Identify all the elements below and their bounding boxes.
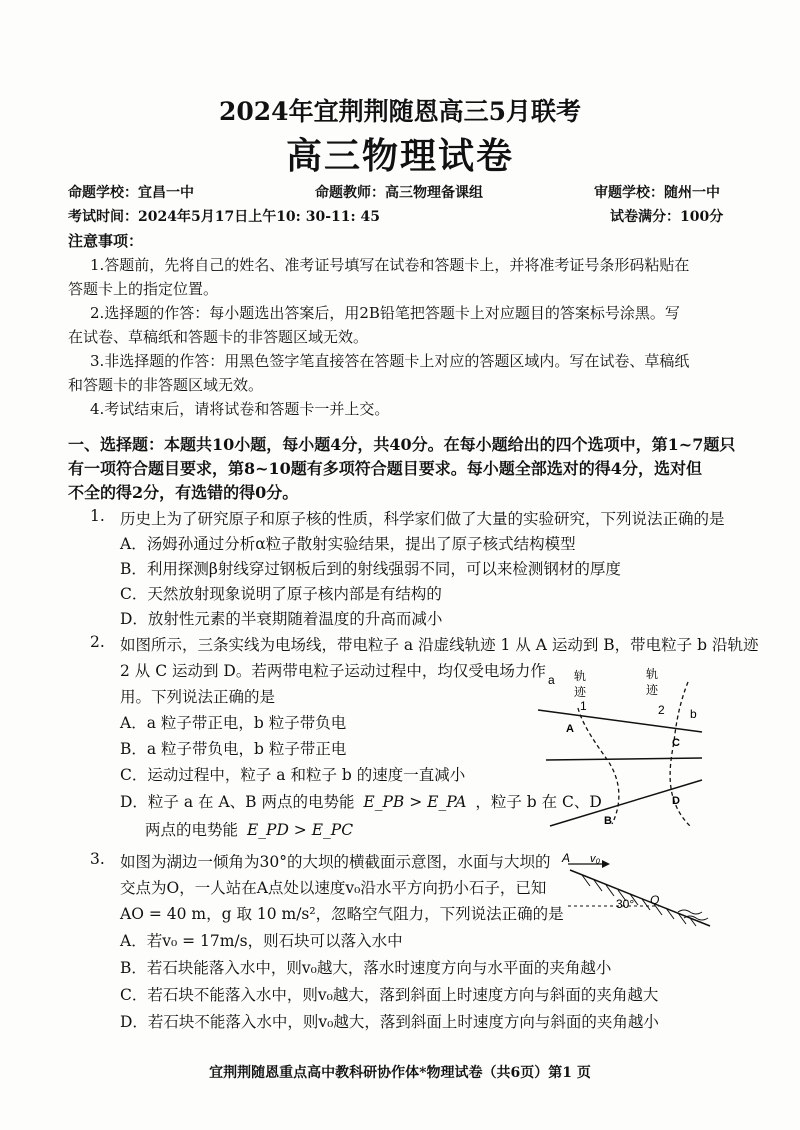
label-b: b: [690, 707, 697, 721]
reviewer-label: 审题学校：随州一中: [594, 185, 720, 201]
q3-stem-line1: 如图为湖边一倾角为30°的大坝的横截面示意图，水面与大坝的: [120, 853, 551, 871]
notes-line: 4.考试结束后，请将试卷和答题卡一并上交。: [90, 400, 390, 418]
q2-number: 2.: [90, 633, 105, 651]
track2-top: 轨: [646, 667, 659, 681]
point-c: C: [672, 737, 680, 749]
q2-electric-field-figure: [530, 662, 710, 834]
field-line-1: [538, 710, 702, 732]
v0-label: v₀: [590, 853, 601, 865]
q2-stem-line3: 用。下列说法正确的是: [120, 688, 276, 706]
track2-mid: 迹: [646, 683, 659, 697]
q1-option-b: B．利用探测β射线穿过钢板后到的射线强弱不同，可以来检测钢材的厚度: [120, 560, 621, 578]
q2-option-d-mid: ，粒子 b 在 C、D: [475, 793, 602, 811]
section-heading-line: 有一项符合题目要求，第8~10题有多项符合题目要求。每小题全部选对的得4分，选对但: [68, 459, 702, 478]
school-label: 命题学校：宜昌一中: [68, 185, 194, 201]
notes-line: 1.答题前，先将自己的姓名、准考证号填写在试卷和答题卡上，并将准考证号条形码粘贴在: [90, 256, 690, 274]
notes-title: 注意事项：: [68, 232, 144, 250]
notes-line: 在试卷、草稿纸和答题卡的非答题区域无效。: [68, 328, 369, 346]
track1-mid: 迹: [574, 685, 587, 699]
q2-option-b: B．a 粒子带负电，b 粒子带正电: [120, 740, 347, 758]
track1-num: 1: [580, 699, 587, 713]
track1-top: 轨: [574, 669, 587, 683]
point-a: A: [566, 723, 574, 735]
q2-option-a: A．a 粒子带正电，b 粒子带负电: [120, 714, 347, 732]
q2-ineq-ab: E_PB > E_PA: [363, 793, 467, 811]
q2-option-d-line2: [145, 818, 353, 840]
section-heading: 一、选择题：本题共10小题，每小题4分，共40分。在每小题给出的四个选项中，第1~7题只: [68, 435, 736, 454]
exam-title: 2024年宜荆荆随恩高三5月联考: [219, 97, 581, 126]
q2-option-d-line2-text: 两点的电势能: [145, 821, 239, 839]
q2-ineq-cd: E_PD > E_PC: [246, 821, 354, 839]
water-wave: [678, 910, 702, 914]
q3-stem-line2: 交点为O，一人站在A点处以速度v₀沿水平方向扔小石子，已知: [120, 879, 547, 897]
q3-stem-line3: AO = 40 m，g 取 10 m/s²，忽略空气阻力，下列说法正确的是: [120, 905, 564, 923]
velocity-arrowhead: [602, 860, 610, 868]
q3-option-b: B．若石块能落入水中，则v₀越大，落水时速度方向与水平面的夹角越小: [120, 959, 612, 977]
q3-option-d: D．若石块不能落入水中，则v₀越大，落到斜面上时速度方向与斜面的夹角越小: [120, 1013, 659, 1031]
q1-option-d: D．放射性元素的半衰期随着温度的升高而减小: [120, 610, 443, 628]
notes-line: 3.非选择题的作答：用黑色签字笔直接答在答题卡上对应的答题区域内。写在试卷、草稿纸: [90, 352, 690, 370]
q1-option-c: C．天然放射现象说明了原子核内部是有结构的: [120, 585, 442, 603]
dam-hatching: [582, 875, 696, 926]
q2-stem-line2: 2 从 C 运动到 D。若两带电粒子运动过程中，均仅受电场力作: [120, 662, 546, 680]
section-heading-line: 不全的得2分，有选错的得0分。: [68, 483, 299, 502]
point-b: B: [604, 815, 612, 827]
page-footer: 宜荆荆随恩重点高中教科研协作体*物理试卷（共6页）第1 页: [209, 1065, 591, 1081]
notes-line: 答题卡上的指定位置。: [68, 280, 219, 298]
point-d: D: [672, 795, 680, 807]
exam-time: 考试时间：2024年5月17日上午10: 30-11: 45: [68, 209, 381, 225]
q1-stem: 历史上为了研究原子和原子核的性质，科学家们做了大量的实验研究，下列说法正确的是: [120, 510, 725, 528]
dam-slope: [570, 870, 710, 926]
field-line-2: [546, 758, 702, 760]
q3-dam-figure: [560, 850, 730, 930]
q1-option-a: A．汤姆孙通过分析α粒子散射实验结果，提出了原子核式结构模型: [120, 535, 576, 553]
q3-number: 3.: [90, 850, 105, 868]
notes-line: 2.选择题的作答：每小题选出答案后，用2B铅笔把答题卡上对应题目的答案标号涂黑。写: [90, 304, 680, 322]
angle-label: 30°: [616, 897, 635, 911]
teacher-label: 命题教师：高三物理备课组: [315, 185, 483, 201]
q2-stem-line1: 如图所示，三条实线为电场线，带电粒子 a 沿虚线轨迹 1 从 A 运动到 B，带电粒子 b 沿轨迹: [120, 636, 759, 654]
q2-option-c: C．运动过程中，粒子 a 和粒子 b 的速度一直减小: [120, 766, 466, 784]
q3-option-a: A．若v₀ = 17m/s，则石块可以落入水中: [120, 932, 403, 950]
q3-option-c: C．若石块不能落入水中，则v₀越大，落到斜面上时速度方向与斜面的夹角越大: [120, 986, 659, 1004]
full-score: 试卷满分：100分: [610, 209, 724, 225]
point-o-label: O: [650, 893, 660, 907]
point-a-label: A: [562, 851, 571, 865]
notes-line: 和答题卡的非答题区域无效。: [68, 376, 264, 394]
water-wave: [684, 916, 708, 920]
q1-number: 1.: [90, 507, 105, 525]
q2-option-d-prefix: D．粒子 a 在 A、B 两点的电势能: [120, 793, 355, 811]
track2-num: 2: [658, 703, 665, 717]
paper-title: 高三物理试卷: [285, 135, 514, 177]
label-a: a: [548, 673, 555, 687]
